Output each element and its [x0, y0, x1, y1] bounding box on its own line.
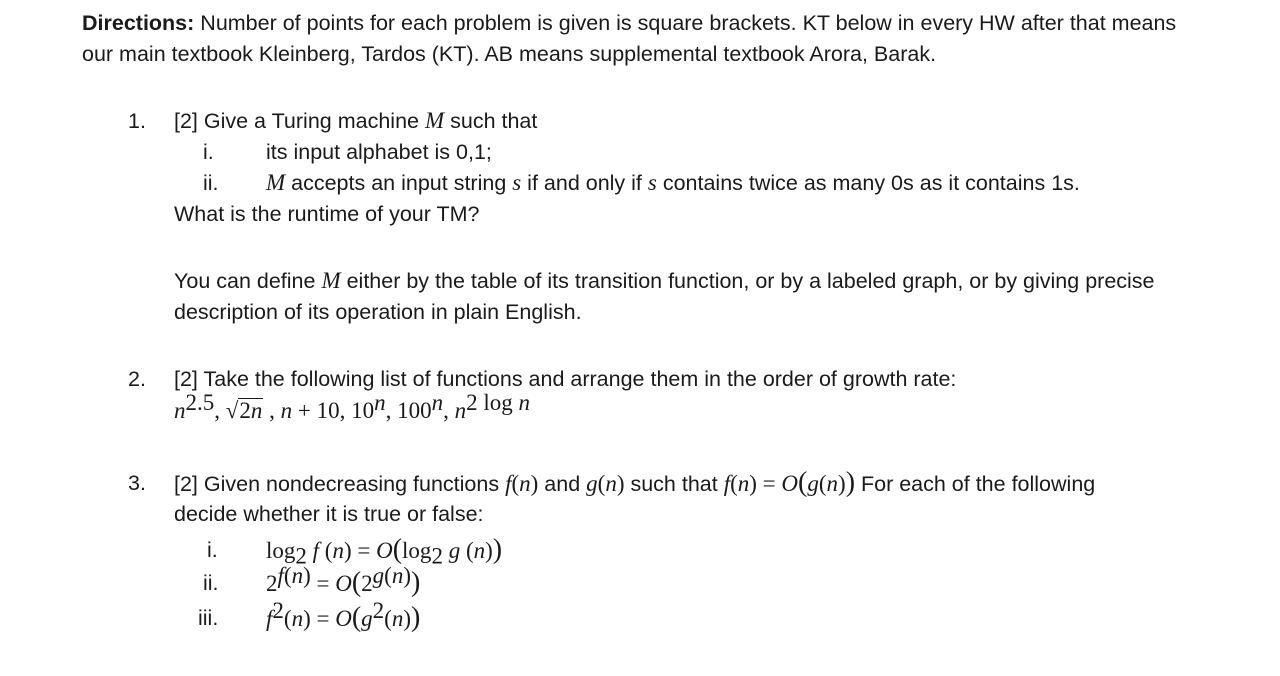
problem-3-text-line-1: [2] Given nondecreasing functions f(n) and g(n) such that f(n) = O(g(n)) For each of the following [174, 467, 1096, 498]
problem-1-item-i-number: i. [203, 140, 214, 164]
problem-1-item-ii-b: if and only if [521, 171, 648, 195]
problem-3-text-a: [2] Given nondecreasing functions [174, 472, 506, 496]
problem-1-define-line-1 [174, 268, 1155, 294]
problem-1-item-i-label: its input alphabet is 0,1; [266, 140, 492, 164]
problem-3-text-c: such that [624, 472, 724, 496]
problem-1-define-a: You can define [174, 269, 322, 293]
problem-2-number: 2. [128, 367, 146, 391]
problem-2-function-list: $n^{2.5}$, √2n , n + 10, 10$^n$, 100$^n$, $n^{2 log n}$ [174, 389, 530, 423]
directions-text-1: Number of points for each problem is given is square brackets. KT below in every HW after that means [194, 11, 1177, 35]
problem-1-item-ii-a: accepts an input string [285, 171, 513, 195]
problem-1-item-ii-number: ii. [203, 171, 219, 195]
problem-1-define-b: either by the table of its transition function, or by a labeled graph, or by giving precise [340, 269, 1155, 293]
directions-label: Directions: [82, 11, 195, 35]
problem-3-text-b: and [538, 472, 587, 496]
problem-1-item-ii-text [266, 170, 1080, 196]
problem-3-item-i-formula: $\log_2 f$ $(n) = O(\log_2$ g (n)) [266, 534, 503, 569]
problem-1-item-i-text [266, 139, 492, 165]
problem-3-number: 3. [128, 471, 146, 495]
problem-3-item-ii-number: ii. [203, 571, 219, 595]
problem-3-item-i-number: i. [207, 538, 218, 562]
directions-line-1 [82, 10, 1176, 36]
directions-line-2: our main textbook Kleinberg, Tardos (KT). AB means supplemental textbook Arora, Barak. [82, 42, 937, 66]
problem-1-runtime: What is the runtime of your TM? [174, 202, 480, 226]
problem-1-intro [174, 108, 537, 134]
problem-1-intro-text: [2] Give a Turing machine [174, 109, 425, 133]
problem-3-text-line-2: decide whether it is true or false: [174, 502, 484, 526]
problem-1-number: 1. [128, 109, 146, 133]
math-s: s [647, 170, 657, 195]
problem-1-intro-tail: such that [444, 109, 538, 133]
math-M: M [321, 268, 341, 293]
problem-2-text: [2] Take the following list of functions and arrange them in the order of growth rate: [174, 367, 957, 391]
problem-3-item-iii-formula: $f^2(n) = O(g^2(n))$ [266, 597, 421, 633]
problem-3-text-d: For each of the following [855, 472, 1096, 496]
problem-3-item-iii-number: iii. [198, 606, 219, 630]
math-s: s [512, 170, 522, 195]
math-M: M [266, 170, 286, 195]
math-M: M [424, 108, 445, 133]
problem-1-item-ii-c: contains twice as many 0s as it contains 1s. [656, 171, 1080, 195]
problem-3-item-ii-formula: $2^{f(n)} = O(2^{g(n)})$ [266, 562, 421, 598]
problem-1-define-line-2: description of its operation in plain English. [174, 300, 582, 324]
